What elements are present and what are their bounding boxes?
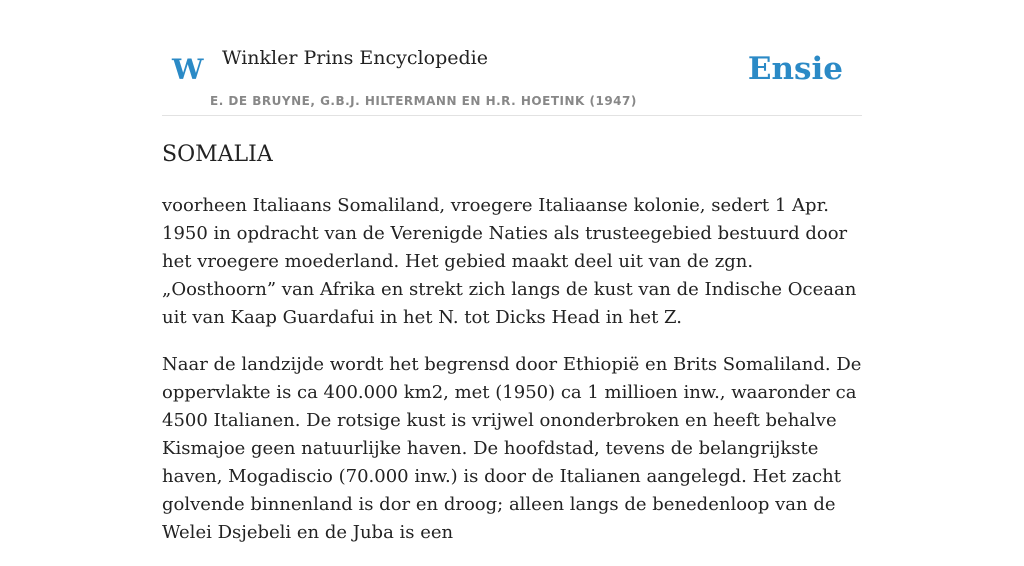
- source-title-link[interactable]: Winkler Prins Encyclopedie: [222, 47, 488, 69]
- winkler-prins-logo[interactable]: W: [172, 53, 204, 86]
- ensie-logo-link[interactable]: Ensie: [747, 51, 843, 87]
- article-paragraph: Naar de landzijde wordt het begrensd door Ethiopië en Brits Somaliland. De oppervlakte is ca 400.000 km2, met (1950) ca 1 millioen inw., waaronder ca 4500 Italianen. De rotsige kust is vrijwel ononderbroken en heeft behalve Kismajoe geen natuurlijke haven. De hoofdstad, tevens de belangrijkste haven, Mogadiscio (70.000 inw.) is door de Italianen aangelegd. Het zacht golvende binnenland is dor en droog; alleen langs de benedenloop van de Welei Dsjebeli en de Juba is een: [162, 354, 862, 543]
- source-authors: E. DE BRUYNE, G.B.J. HILTERMANN EN H.R. HOETINK (1947): [210, 94, 637, 108]
- article-title: SOMALIA: [162, 142, 273, 167]
- article-paragraph: voorheen Italiaans Somaliland, vroegere Italiaanse kolonie, sedert 1 Apr. 1950 in opdracht van de Verenigde Naties als trusteegebied bestuurd door het vroegere moederland. Het gebied maakt deel uit van de zgn. „Oosthoorn” van Afrika en strekt zich langs de kust van de Indische Oceaan uit van Kaap Guardafui in het N. tot Dicks Head in het Z.: [162, 195, 857, 328]
- article-body: [162, 192, 867, 566]
- header-divider: [162, 115, 862, 116]
